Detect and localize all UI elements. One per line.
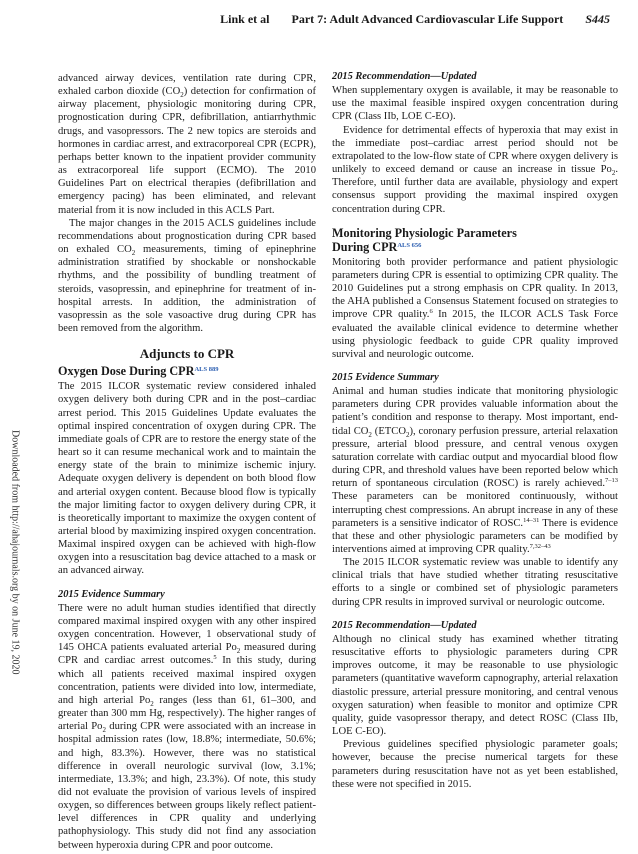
paragraph: The 2015 ILCOR systematic review considered inhaled oxygen delivery both during CPR and in the post–cardiac arrest period. This 2015 Guidelines Update evaluates the optimal inspired concentration of oxygen during CPR. The immediate goals of CPR are to restore the energy state of the heart so it can resume mechanical work and to maintain the energy state of the brain to minimize ischemic injury. Adequate oxygen delivery is dependent on both blood flow and arterial oxygen content. Because blood flow is typically the major limiting factor to oxygen delivery during CPR, it is theoretically important to maximize the oxygen content of arterial blood by maximizing inspired oxygen concentration. Maximal inspired oxygen can be achieved with high-flow oxygen into a resuscitation bag device attached to a mask or an advanced airway. [58, 381, 316, 577]
section-heading-adjuncts: Adjuncts to CPR [139, 346, 235, 362]
paragraph: Monitoring both provider performance and patient physiologic parameters during CPR is essential to optimizing CPR quality. The 2010 Guidelines put a strong emphasis on CPR quality. In 2013, the AHA published a Consensus Statement focused on strategies to improve CPR quality.$^6$ In 2015, the ILCOR ACLS Task Force evaluated the available clinical evidence to determine whether using physiologic feedback to guide CPR quality improved survival and neurologic outcome. [332, 256, 618, 360]
recommendation-heading: 2015 Recommendation—Updated [332, 619, 477, 631]
reference-link[interactable]: ALS 656 [397, 241, 422, 249]
recommendation-heading: 2015 Recommendation—Updated [332, 71, 477, 82]
header-page-number: S445 [585, 12, 610, 26]
paragraph: Although no clinical study has examined whether titrating resuscitative efforts to physiologic parameters during CPR improves outcome, it may be reasonable to use physiologic parameters (quantitative waveform capnography, arterial relaxation diastolic pressure, arterial pressure monitoring, and central venous oxygen saturation) when feasible to monitor and optimize CPR quality, guide vasopressor therapy, and detect ROSC (Class IIb, LOE C-EO). [332, 633, 618, 738]
left-column [58, 72, 316, 852]
paragraph: When supplementary oxygen is available, it may be reasonable to use the maximal feasible inspired oxygen concentration during CPR (Class IIb, LOE C-EO). [332, 85, 618, 123]
subsection-heading-oxygen: Oxygen Dose During $CPR^{ALS 889}$ [58, 364, 219, 379]
paragraph: There were no adult human studies identified that directly compared maximal inspired oxygen with any other inspired oxygen concentration. However, 1 observational study of 145 OHCA patients evaluated arterial $Po_2$ measured during CPR and cardiac arrest outcomes.$^5$ In this study, during which all patients received maximal inspired oxygen concentration, patients were divided into low, intermediate, and high arterial $Po_2$ ranges (less than 61, 61–300, and greater than 300 mm Hg, respectively). The higher ranges of arterial $Po_2$ during CPR were associated with an increase in hospital admission rates (low, 18.8%; intermediate, 50.6%; and high, 83.3%). However, there was no statistical difference in overall neurologic survival (low, 3.1%; intermediate, 13.3%; and high, 23.3%). Of note, this study did not evaluate the provision of various levels of inspired oxygen, so differences between groups likely reflect patient-level differences in CPR quality and underlying pathophysiology. This study did not find any association between hyperoxia during CPR and poor outcome. [58, 602, 317, 851]
paragraph: Evidence for detrimental effects of hyperoxia that may exist in the immediate post–cardiac arrest period should not be extrapolated to the low-flow state of CPR where oxygen delivery is unlikely to exceed demand or cause an increase in tissue $Po_2$. Therefore, until further data are available, physiology and expert consensus support providing the maximal inspired oxygen concentration during CPR. [332, 124, 618, 215]
evidence-summary-heading: 2015 Evidence Summary [58, 588, 165, 600]
header-part-title: Part 7: Adult Advanced Cardiovascular Life Support [291, 12, 564, 26]
paragraph: Previous guidelines specified physiologic parameter goals; however, because the precise numerical targets for these parameters during resuscitation have not as yet been established, these were not specified in 2015. [332, 739, 618, 790]
evidence-summary-heading: 2015 Evidence Summary [332, 371, 439, 383]
right-column [332, 70, 618, 791]
paragraph: Animal and human studies indicate that monitoring physiologic parameters during CPR provides valuable information about the patient’s condition and response to therapy. Most important, end-tidal $CO_2$ $(ETCO_2)$, coronary perfusion pressure, arterial relaxation pressure, arterial blood pressure, and central venous oxygen saturation correlate with cardiac output and myocardial blood flow during CPR, and threshold values have been reported below which return of spontaneous circulation (ROSC) is rarely achieved.$^{7-13}$ These parameters can be monitored continuously, without interrupting chest compressions. An abrupt increase in any of these parameters is a sensitive indicator of ROSC.$^{14-31}$ There is evidence that these and other physiologic parameters can be modified by interventions aimed at improving CPR quality.$^{7,32-43}$ [332, 386, 619, 555]
reference-link[interactable]: ALS 889 [194, 366, 219, 374]
download-watermark-text: Downloaded from http://ahajournals.org by on June 19, 2020 [9, 430, 21, 675]
paragraph: The major changes in the 2015 ACLS guidelines include recommendations about prognostication during CPR based on exhaled $CO_2$ measurements, timing of epinephrine administration stratified by shockable or nonshockable rhythms, and the possibility of bundling treatment of steroids, vasopressin, and epinephrine for treatment of in-hospital arrests. In addition, the administration of vasopressin as the sole vasoactive drug during CPR has been removed from the algorithm. [58, 217, 316, 334]
running-header [50, 12, 610, 32]
subsection-heading-monitoring: Monitoring Physiologic Parameters During $CPR^{ALS 656}$ [332, 225, 517, 254]
header-authors: Link et al [220, 12, 270, 26]
paragraph: The 2015 ILCOR systematic review was unable to identify any clinical trials that have studied whether titrating resuscitative efforts to a single or combined set of physiologic parameters during CPR results in improved survival or neurologic outcome. [332, 557, 618, 608]
paragraph: advanced airway devices, ventilation rate during CPR, exhaled carbon dioxide $(CO_2)$ detection for confirmation of airway placement, physiologic monitoring during CPR, prognostication during CPR, defibrillation, antiarrhythmic drugs, and vasopressors. The 2 new topics are steroids and hormones in cardiac arrest, and extracorporeal CPR (ECPR), perhaps better known to the inpatient provider community as extracorporeal life support (ECMO). The 2010 Guidelines Part on electrical therapies (defibrillation and emergency pacing) has been eliminated, and relevant material from it is now included in this ACLS Part. [58, 73, 317, 216]
download-watermark [8, 430, 22, 675]
